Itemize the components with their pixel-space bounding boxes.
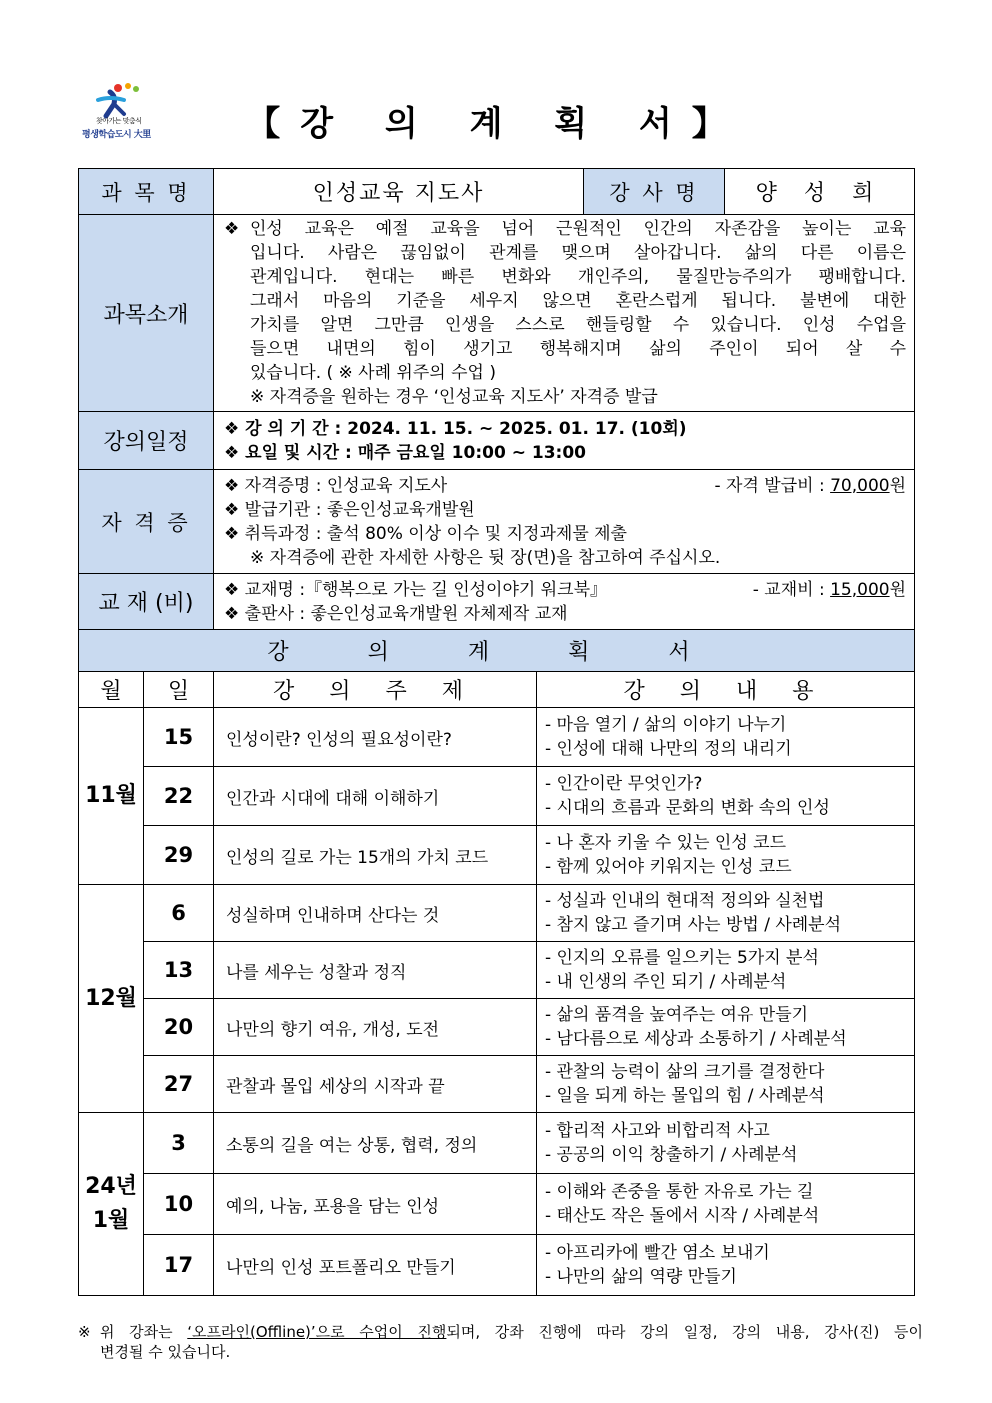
content-line: - 공공의 이익 창출하기 / 사례분석 bbox=[545, 1145, 798, 1165]
intro-line: 있습니다. ( ※ 사례 위주의 수업 ) bbox=[250, 363, 496, 383]
schedule-period: ❖ 강 의 기 간 : 2024. 11. 15. ~ 2025. 01. 17. (10회) bbox=[224, 418, 687, 439]
logo-name: 평생학습도시 大里 bbox=[82, 130, 151, 140]
topic-cell: 나를 세우는 성찰과 정직 bbox=[214, 942, 537, 999]
content-line: - 성실과 인내의 현대적 정의와 실천법 bbox=[545, 891, 825, 911]
book-fee-unit: 원 bbox=[889, 579, 907, 600]
content-line: - 내 인생의 주인 되기 / 사례분석 bbox=[545, 972, 787, 992]
topic-cell: 예의, 나눔, 포용을 담는 인성 bbox=[214, 1174, 537, 1235]
content-line: - 태산도 작은 돌에서 시작 / 사례분석 bbox=[545, 1206, 820, 1226]
book-fee bbox=[753, 578, 906, 602]
content-cell bbox=[537, 942, 915, 999]
instructor-value: 양 성 희 bbox=[725, 169, 915, 215]
footnote-line2: 변경될 수 있습니다. bbox=[100, 1343, 231, 1361]
topic-cell: 관찰과 몰입 세상의 시작과 끝 bbox=[214, 1056, 537, 1113]
book-name: ❖ 교재명 :『행복으로 가는 길 인성이야기 워크북』 bbox=[224, 579, 607, 600]
book-publisher: ❖ 출판사 : 좋은인성교육개발원 자체제작 교재 bbox=[224, 603, 568, 624]
month-cell bbox=[79, 1113, 144, 1296]
cert-block bbox=[214, 470, 915, 574]
footnote-line bbox=[100, 1322, 923, 1342]
table-row bbox=[79, 1235, 915, 1296]
cert-note: ※ 자격증에 관한 자세한 사항은 뒷 장(면)을 참고하여 주십시오. bbox=[250, 547, 721, 568]
footnote-underlined: ‘오프라인(Offline)’으로 수업이 진행 bbox=[187, 1323, 447, 1341]
content-line: - 인성에 대해 나만의 정의 내리기 bbox=[545, 739, 792, 759]
intro-note: ※ 자격증을 원하는 경우 ‘인성교육 지도사’ 자격증 발급 bbox=[250, 387, 658, 407]
col-topic: 강 의 주 제 bbox=[214, 672, 537, 708]
content-cell bbox=[537, 885, 915, 942]
content-cell bbox=[537, 826, 915, 885]
day-cell: 13 bbox=[144, 942, 214, 999]
course-label: 과 목 명 bbox=[79, 169, 214, 215]
content-cell bbox=[537, 1056, 915, 1113]
table-row bbox=[79, 1174, 915, 1235]
topic-cell: 성실하며 인내하며 산다는 것 bbox=[214, 885, 537, 942]
topic-cell: 인간과 시대에 대해 이해하기 bbox=[214, 767, 537, 826]
day-cell: 6 bbox=[144, 885, 214, 942]
intro-line: 들으면 내면의 힘이 생기고 행복해지며 삶의 주인이 되어 살 수 bbox=[250, 339, 907, 359]
page-title: 【강 의 계 획 서】 bbox=[246, 104, 746, 144]
cert-fee-label: - 자격 발급비 : bbox=[714, 475, 825, 496]
intro-line: 그래서 마음의 기준을 세우지 않으면 혼란스럽게 됩니다. 불변에 대한 bbox=[250, 291, 907, 311]
day-cell: 15 bbox=[144, 708, 214, 767]
content-line: - 나만의 삶의 역량 만들기 bbox=[545, 1267, 737, 1287]
day-cell: 10 bbox=[144, 1174, 214, 1235]
cert-fee bbox=[715, 474, 907, 498]
content-line: - 삶의 품격을 높여주는 여유 만들기 bbox=[545, 1005, 809, 1025]
content-cell bbox=[537, 1174, 915, 1235]
content-line: - 합리적 사고와 비합리적 사고 bbox=[545, 1121, 770, 1141]
content-line: - 시대의 흐름과 문화의 변화 속의 인성 bbox=[545, 798, 830, 818]
day-cell: 27 bbox=[144, 1056, 214, 1113]
content-cell bbox=[537, 1113, 915, 1174]
table-row bbox=[79, 942, 915, 999]
content-line: - 일을 되게 하는 몰입의 힘 / 사례분석 bbox=[545, 1086, 825, 1106]
content-line: - 마음 열기 / 삶의 이야기 나누기 bbox=[545, 715, 787, 735]
content-line: - 관찰의 능력이 삶의 크기를 결정한다 bbox=[545, 1062, 825, 1082]
table-row bbox=[79, 767, 915, 826]
cert-fee-unit: 원 bbox=[889, 475, 907, 496]
content-line: - 참지 않고 즐기며 사는 방법 / 사례분석 bbox=[545, 915, 842, 935]
cert-label: 자 격 증 bbox=[79, 470, 214, 574]
content-line: - 아프리카에 빨간 염소 보내기 bbox=[545, 1243, 770, 1263]
schedule-block bbox=[214, 412, 915, 470]
book-block bbox=[214, 574, 915, 630]
table-row bbox=[79, 826, 915, 885]
col-month: 월 bbox=[79, 672, 144, 708]
day-cell: 20 bbox=[144, 999, 214, 1056]
day-cell: 3 bbox=[144, 1113, 214, 1174]
content-cell bbox=[537, 708, 915, 767]
instructor-label: 강 사 명 bbox=[584, 169, 725, 215]
cert-issuer: ❖ 발급기관 : 좋은인성교육개발원 bbox=[224, 499, 475, 520]
intro-line: 입니다. 사람은 끊임없이 관계를 맺으며 살아갑니다. 삶의 다른 이름은 bbox=[250, 243, 907, 263]
content-cell bbox=[537, 1235, 915, 1296]
table-row bbox=[79, 885, 915, 942]
intro-line: 가치를 알면 그만큼 인생을 스스로 핸들링할 수 있습니다. 인성 수업을 bbox=[250, 315, 907, 335]
plan-table bbox=[78, 168, 915, 1296]
topic-cell: 인성의 길로 가는 15개의 가치 코드 bbox=[214, 826, 537, 885]
footnote-post: 되며, 강좌 진행에 따라 강의 일정, 강의 내용, 강사(진) 등이 bbox=[446, 1323, 923, 1341]
day-cell: 22 bbox=[144, 767, 214, 826]
intro-block bbox=[214, 215, 915, 412]
content-line: - 함께 있어야 키워지는 인성 코드 bbox=[545, 857, 792, 877]
content-cell bbox=[537, 767, 915, 826]
table-row bbox=[79, 999, 915, 1056]
content-line: - 나 혼자 키울 수 있는 인성 코드 bbox=[545, 833, 787, 853]
table-row bbox=[79, 1113, 915, 1174]
topic-cell: 소통의 길을 여는 상통, 협력, 정의 bbox=[214, 1113, 537, 1174]
book-label: 교 재 (비) bbox=[79, 574, 214, 630]
intro-line: 관계입니다. 현대는 빠른 변화와 개인주의, 물질만능주의가 팽배합니다. bbox=[250, 267, 907, 287]
table-row bbox=[79, 1056, 915, 1113]
content-line: - 남다름으로 세상과 소통하기 / 사례분석 bbox=[545, 1029, 847, 1049]
table-row bbox=[79, 708, 915, 767]
cert-fee-value: 70,000 bbox=[830, 475, 890, 496]
footnote-mark: ※ bbox=[78, 1323, 91, 1341]
schedule-label: 강의일정 bbox=[79, 412, 214, 470]
col-day: 일 bbox=[144, 672, 214, 708]
content-line: - 인간이란 무엇인가? bbox=[545, 774, 703, 794]
month-line: 24년 bbox=[85, 1174, 137, 1199]
month-cell: 11월 bbox=[79, 708, 144, 885]
book-fee-label: - 교재비 : bbox=[752, 579, 825, 600]
month-cell: 12월 bbox=[79, 885, 144, 1113]
topic-cell: 나만의 인성 포트폴리오 만들기 bbox=[214, 1235, 537, 1296]
cert-name: ❖ 자격증명 : 인성교육 지도사 bbox=[224, 475, 448, 496]
day-cell: 29 bbox=[144, 826, 214, 885]
col-content: 강 의 내 용 bbox=[537, 672, 915, 708]
bullet-icon: ❖ bbox=[224, 219, 240, 239]
cert-process: ❖ 취득과정 : 출석 80% 이상 이수 및 지정과제물 제출 bbox=[224, 523, 627, 544]
topic-cell: 나만의 향기 여유, 개성, 도전 bbox=[214, 999, 537, 1056]
day-cell: 17 bbox=[144, 1235, 214, 1296]
logo-tagline: 찾아가는 맞춤식 bbox=[96, 117, 142, 125]
content-line: - 이해와 존중을 통한 자유로 가는 길 bbox=[545, 1182, 814, 1202]
month-line: 1월 bbox=[92, 1208, 130, 1233]
course-value: 인성교육 지도사 bbox=[214, 169, 584, 215]
content-line: - 인지의 오류를 일으키는 5가지 분석 bbox=[545, 948, 819, 968]
content-cell bbox=[537, 999, 915, 1056]
schedule-time: ❖ 요일 및 시간 : 매주 금요일 10:00 ~ 13:00 bbox=[224, 442, 586, 463]
book-fee-value: 15,000 bbox=[830, 579, 890, 600]
footnote bbox=[78, 1322, 923, 1362]
footnote-pre: 위 강좌는 bbox=[100, 1323, 173, 1341]
intro-label: 과목소개 bbox=[79, 215, 214, 412]
plan-heading: 강 의 계 획 서 bbox=[79, 630, 915, 672]
intro-line: 인성 교육은 예절 교육을 넘어 근원적인 인간의 자존감을 높이는 교육 bbox=[250, 219, 907, 239]
topic-cell: 인성이란? 인성의 필요성이란? bbox=[214, 708, 537, 767]
